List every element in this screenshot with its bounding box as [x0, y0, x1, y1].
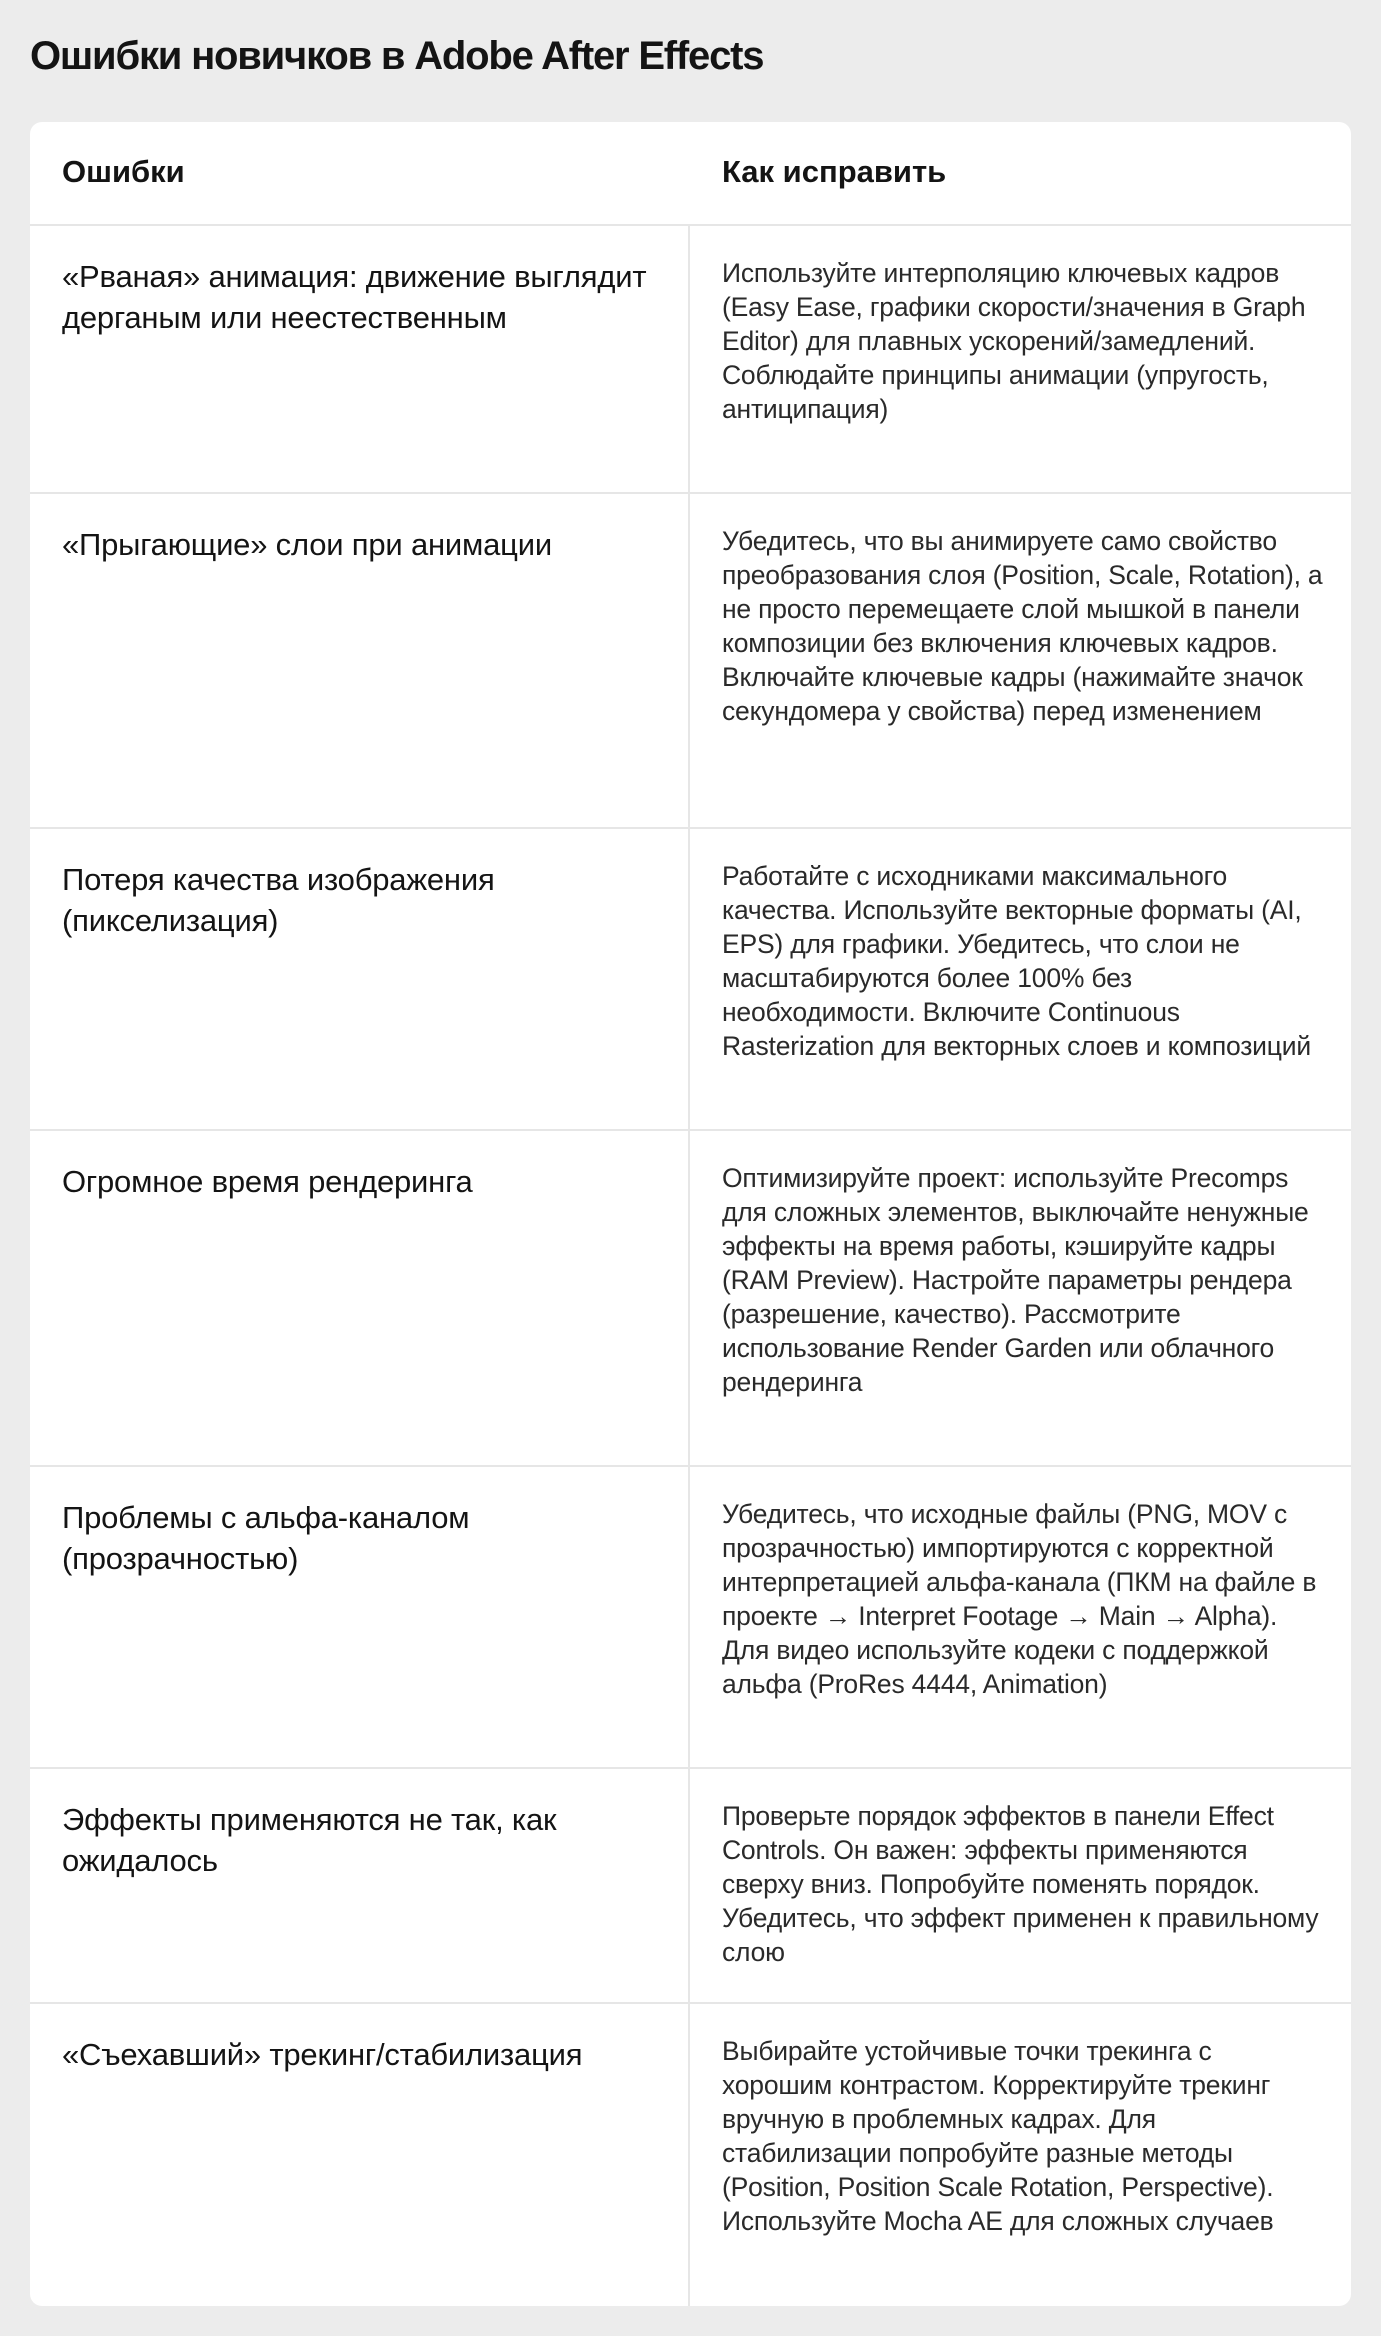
fix-cell — [690, 829, 1351, 1129]
problem-cell — [30, 226, 690, 492]
table-row — [30, 1769, 1351, 2004]
fix-cell — [690, 1131, 1351, 1465]
table-row — [30, 2004, 1351, 2306]
fix-cell — [690, 494, 1351, 827]
fix-text: Проверьте порядок эффектов в панели Effect Controls. Он важен: эффекты применяются сверху вниз. Попробуйте поменять порядок. Убедитесь, что эффект применен к правильному слою — [722, 1801, 1319, 1967]
problem-cell — [30, 829, 690, 1129]
header-cell-problem — [30, 122, 690, 224]
problem-text: Эффекты применяются не так, как ожидалось — [62, 1802, 557, 1878]
problem-text: Проблемы с альфа-каналом (прозрачностью) — [62, 1500, 470, 1576]
problem-text: Огромное время рендеринга — [62, 1164, 473, 1199]
fix-cell — [690, 1467, 1351, 1767]
mistakes-table — [30, 122, 1351, 2306]
problem-text: «Прыгающие» слои при анимации — [62, 527, 552, 562]
fix-text: Работайте с исходниками максимального качества. Используйте векторные форматы (AI, EPS) для графики. Убедитесь, что слои не масштабируются более 100% без необходимости. Включите Continuous Rasterization для векторных слоев и композиций — [722, 861, 1311, 1061]
page-title: Ошибки новичков в Adobe After Effects — [30, 34, 764, 78]
fix-text: Убедитесь, что исходные файлы (PNG, MOV с прозрачностью) импортируются с корректной интерпретацией альфа-канала (ПКМ на файле в проекте → Interpret Footage → Main → Alpha). Для видео используйте кодеки с поддержкой альфа (ProRes 4444, Animation) — [722, 1499, 1317, 1699]
table-row — [30, 829, 1351, 1131]
problem-cell — [30, 2004, 690, 2306]
table-row — [30, 226, 1351, 494]
problem-text: «Рваная» анимация: движение выглядит дерганым или неестественным — [62, 259, 647, 335]
table-row — [30, 494, 1351, 829]
header-cell-fix — [690, 122, 1351, 224]
table-header-row — [30, 122, 1351, 226]
table-row — [30, 1131, 1351, 1467]
fix-text: Используйте интерполяцию ключевых кадров (Easy Ease, графики скорости/значения в Graph Editor) для плавных ускорений/замедлений. Соблюдайте принципы анимации (упругость, антиципация) — [722, 258, 1306, 424]
problem-cell — [30, 1467, 690, 1767]
problem-text: «Съехавший» трекинг/стабилизация — [62, 2037, 583, 2072]
header-label-fix: Как исправить — [722, 154, 947, 189]
fix-cell — [690, 1769, 1351, 2002]
fix-text: Убедитесь, что вы анимируете само свойство преобразования слоя (Position, Scale, Rotation), а не просто перемещаете слой мышкой в панели композиции без включения ключевых кадров. Включайте ключевые кадры (нажимайте значок секундомера у свойства) перед изменением — [722, 526, 1323, 726]
problem-cell — [30, 494, 690, 827]
table-row — [30, 1467, 1351, 1769]
fix-text: Оптимизируйте проект: используйте Precomps для сложных элементов, выключайте ненужные эффекты на время работы, кэшируйте кадры (RAM Preview). Настройте параметры рендера (разрешение, качество). Рассмотрите использование Render Garden или облачного рендеринга — [722, 1163, 1309, 1397]
problem-cell — [30, 1769, 690, 2002]
fix-cell — [690, 2004, 1351, 2306]
problem-cell — [30, 1131, 690, 1465]
header-label-problem: Ошибки — [62, 154, 185, 189]
fix-text: Выбирайте устойчивые точки трекинга с хорошим контрастом. Корректируйте трекинг вручную в проблемных кадрах. Для стабилизации попробуйте разные методы (Position, Position Scale Rotation, Perspective). Используйте Mocha AE для сложных случаев — [722, 2036, 1274, 2236]
problem-text: Потеря качества изображения (пикселизация) — [62, 862, 495, 938]
fix-cell — [690, 226, 1351, 492]
